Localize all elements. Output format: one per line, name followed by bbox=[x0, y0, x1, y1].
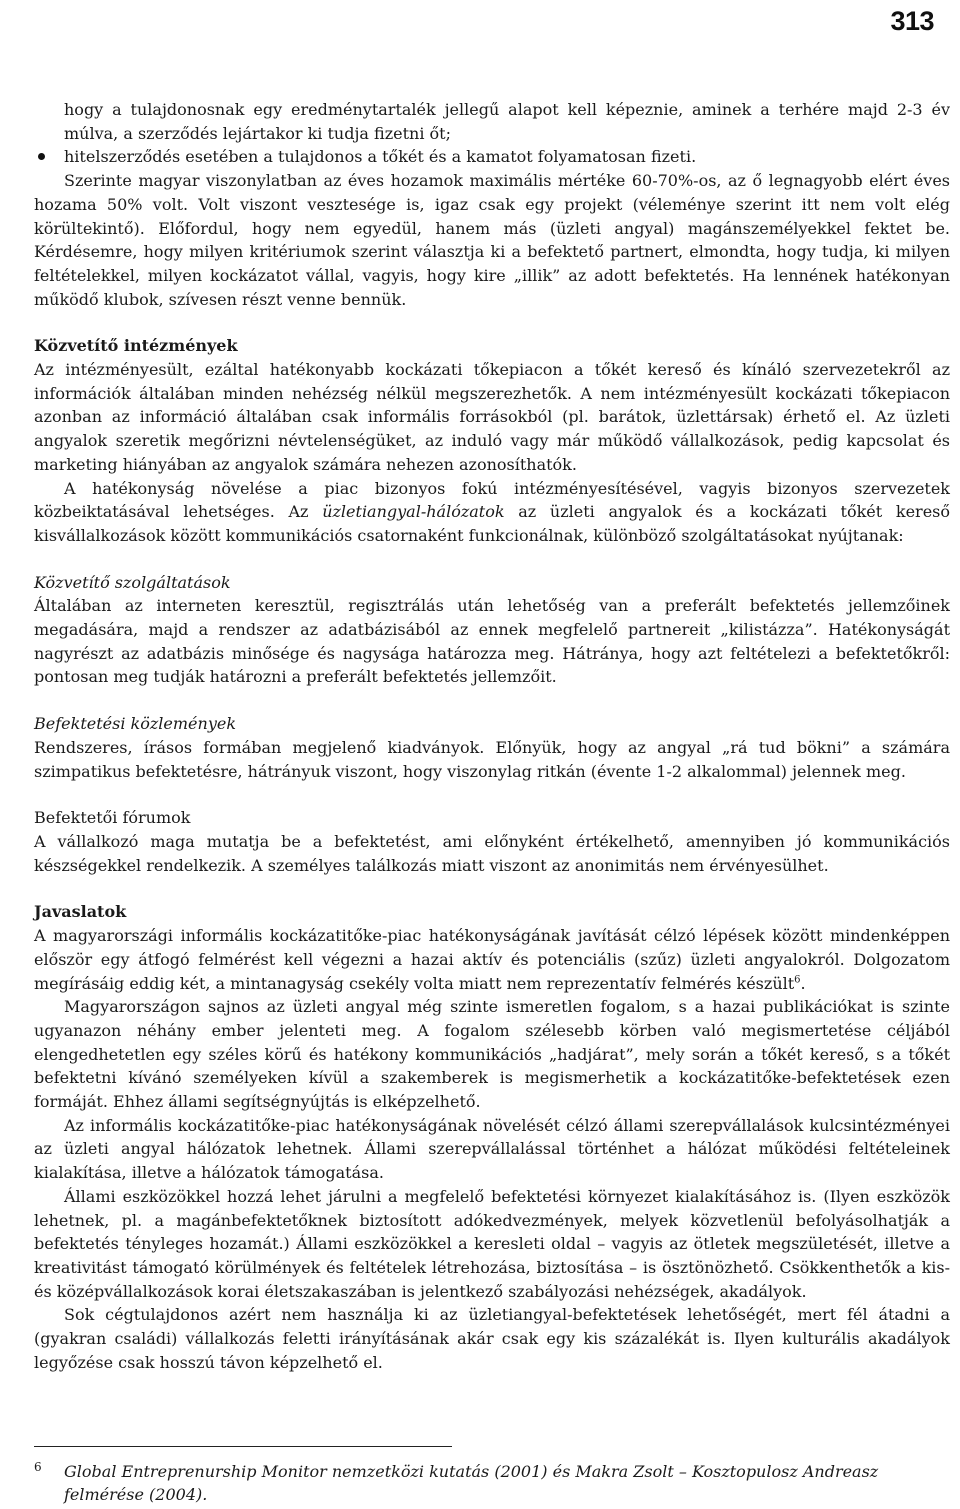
section-heading: Befektetői fórumok bbox=[34, 808, 191, 828]
section-heading: Közvetítő szolgáltatások bbox=[34, 572, 231, 592]
section-heading: Befektetési közlemények bbox=[34, 714, 237, 734]
paragraph: Általában az interneten keresztül, regisztrálás után lehetőség van a preferált befektetés jellemzőinek megadására, majd a rendszer az adatbázisából az ennek megfelelő partnereit „kilistázza”. Hatékonyságát nagyrészt az adatbázis minősége és nagysága határozza meg. Hátránya, hogy azt feltételezi a befektetőkről: pontosan meg tudják határozni a preferált befektetés jellemzőit. bbox=[34, 596, 950, 687]
paragraph: Állami eszközökkel hozzá lehet járulni a megfelelő befektetési környezet kialakításához is. (Ilyen eszközök lehetnek, pl. a magánbefektetőknek biztosított adókedvezmények, melyek közvetlenül befolyásolhatják a befektetés tényleges hozamát.) Állami eszközökkel a keresleti oldal – vagyis az ötletek megszületését, illetve a kreativitást támogató körülmények és feltételek létrehozása, biztosítása – is ösztönözhető. Csökkenthetők a kis- és középvállalkozások korai életszakaszában is jelentkező szabályozási nehézségek, akadályok. bbox=[34, 1186, 950, 1301]
paragraph: Az informális kockázatitőke-piac hatékonyságának növelését célzó állami szerepvállalások kulcsintézményei az üzleti angyal hálózatok lehetnek. Állami szerepvállalással történhet a hálózat működési feltételeinek kialakítása, illetve a hálózatok támogatása. bbox=[34, 1115, 950, 1183]
bullet-icon bbox=[38, 153, 45, 160]
list-item-text: hitelszerződés esetében a tulajdonos a tőkét és a kamatot folyamatosan fizeti. bbox=[64, 147, 697, 167]
paragraph-text: A magyarországi informális kockázatitőke-piac hatékonyságának javítását célzó lépések között mindenképpen először egy átfogó felmérést kell végezni a hazai aktív és potenciális (szűz) üzleti angyalokról. Dolgozatom megírásáig eddig két, a mintanagyság csekély volta miatt nem reprezentatív felmérés készült bbox=[34, 926, 950, 993]
paragraph bbox=[34, 924, 950, 995]
paragraph: Az intézményesült, ezáltal hatékonyabb kockázati tőkepiacon a tőkét kereső és kínáló szervezetekről az információk általában minden nehézség nélkül megszerezhetők. A nem intézményesült kockázati tőkepiacon azonban az információ általában csak informális forrásokból (pl. barátok, üzlettársak) érhető el. Az üzleti angyalok szeretik megőrizni névtelenségüket, az induló vagy már működő vállalkozások, pedig kapcsolat és marketing hiányában az angyalok számára nehezen azonosíthatók. bbox=[34, 360, 950, 474]
paragraph-text: . bbox=[800, 973, 806, 993]
italic-term: üzletiangyal-hálózatok bbox=[322, 502, 505, 522]
paragraph-text: az üzleti angyalok és a kockázati tőkét kereső kisvállalkozások között kommunikációs csatornaként funkcionálnak, különböző szolgáltatásokat nyújtanak: bbox=[34, 502, 951, 545]
list-item bbox=[34, 145, 950, 169]
body-text bbox=[34, 98, 950, 1374]
paragraph bbox=[34, 477, 950, 548]
footnote-ref: 6 bbox=[794, 974, 801, 986]
page-number: 313 bbox=[890, 6, 934, 36]
paragraph: Szerinte magyar viszonylatban az éves hozamok maximális mértéke 60-70%-os, az ő legnagyobb elért éves hozama 50% volt. Volt viszont vesztesége is, igaz csak egy projekt (véleménye szerint itt nem volt elég körültekintő). Előfordul, hogy nem egyedül, hanem más (üzleti angyal) magánszemélyekkel fektet be. Kérdésemre, hogy milyen kritériumok szerint választja ki a befektető partnert, elmondta, hogy tudja, ki milyen feltételekkel, milyen kockázatot vállal, vagyis, hogy kire „illik” az adott befektetés. Ha lennének hatékonyan működő klubok, szívesen részt venne bennük. bbox=[34, 171, 950, 309]
footnote-text: Global Entreprenurship Monitor nemzetközi kutatás (2001) és Makra Zsolt – Kosztopulosz Andreasz felmérése (2004). bbox=[64, 1462, 879, 1504]
footnote-number: 6 bbox=[34, 1460, 42, 1474]
footnote-divider bbox=[34, 1446, 452, 1447]
section-heading: Javaslatok bbox=[34, 902, 127, 922]
paragraph: Sok cégtulajdonos azért nem használja ki az üzletiangyal-befektetések lehetőségét, mert fél átadni a (gyakran családi) vállalkozás feletti irányításának akár csak egy kis százalékát is. Ilyen kulturális akadályok legyőzése csak hosszú távon képzelhető el. bbox=[34, 1305, 950, 1372]
footnote bbox=[34, 1460, 920, 1506]
section-heading: Közvetítő intézmények bbox=[34, 336, 238, 356]
paragraph: A vállalkozó maga mutatja be a befektetést, ami előnyként értékelhető, amennyiben jó kommunikációs készségekkel rendelkezik. A személyes találkozás miatt viszont az anonimitás nem érvényesülhet. bbox=[34, 831, 950, 875]
paragraph-text: A hatékonyság növelése a piac bizonyos fokú intézményesítésével, vagyis bizonyos szervezetek közbeiktatásával lehetséges. Az bbox=[34, 478, 950, 522]
paragraph: Magyarországon sajnos az üzleti angyal még szinte ismeretlen fogalom, s a hazai publikációkat is szinte ugyanazon néhány ember jelenteti meg. A fogalom szélesebb körben való megismertetése céljából elengedhetetlen egy széles körű és hatékony kommunikációs „hadjárat”, mely során a tőkét kereső, s a tőkét befektetni kívánó személyeken kívül a szakemberek is megismerhetik a kockázatitőke-befektetések ezen formáját. Ehhez állami segítségnyújtás is elképzelhető. bbox=[34, 997, 950, 1112]
list-item-continuation: hogy a tulajdonosnak egy eredménytartalék jellegű alapot kell képeznie, aminek a terhére majd 2-3 év múlva, a szerződés lejártakor ki tudja fizetni őt; bbox=[64, 100, 950, 143]
paragraph: Rendszeres, írásos formában megjelenő kiadványok. Előnyük, hogy az angyal „rá tud bökni” a számára szimpatikus befektetésre, hátrányuk viszont, hogy viszonylag ritkán (évente 1-2 alkalommal) jelennek meg. bbox=[34, 737, 950, 781]
